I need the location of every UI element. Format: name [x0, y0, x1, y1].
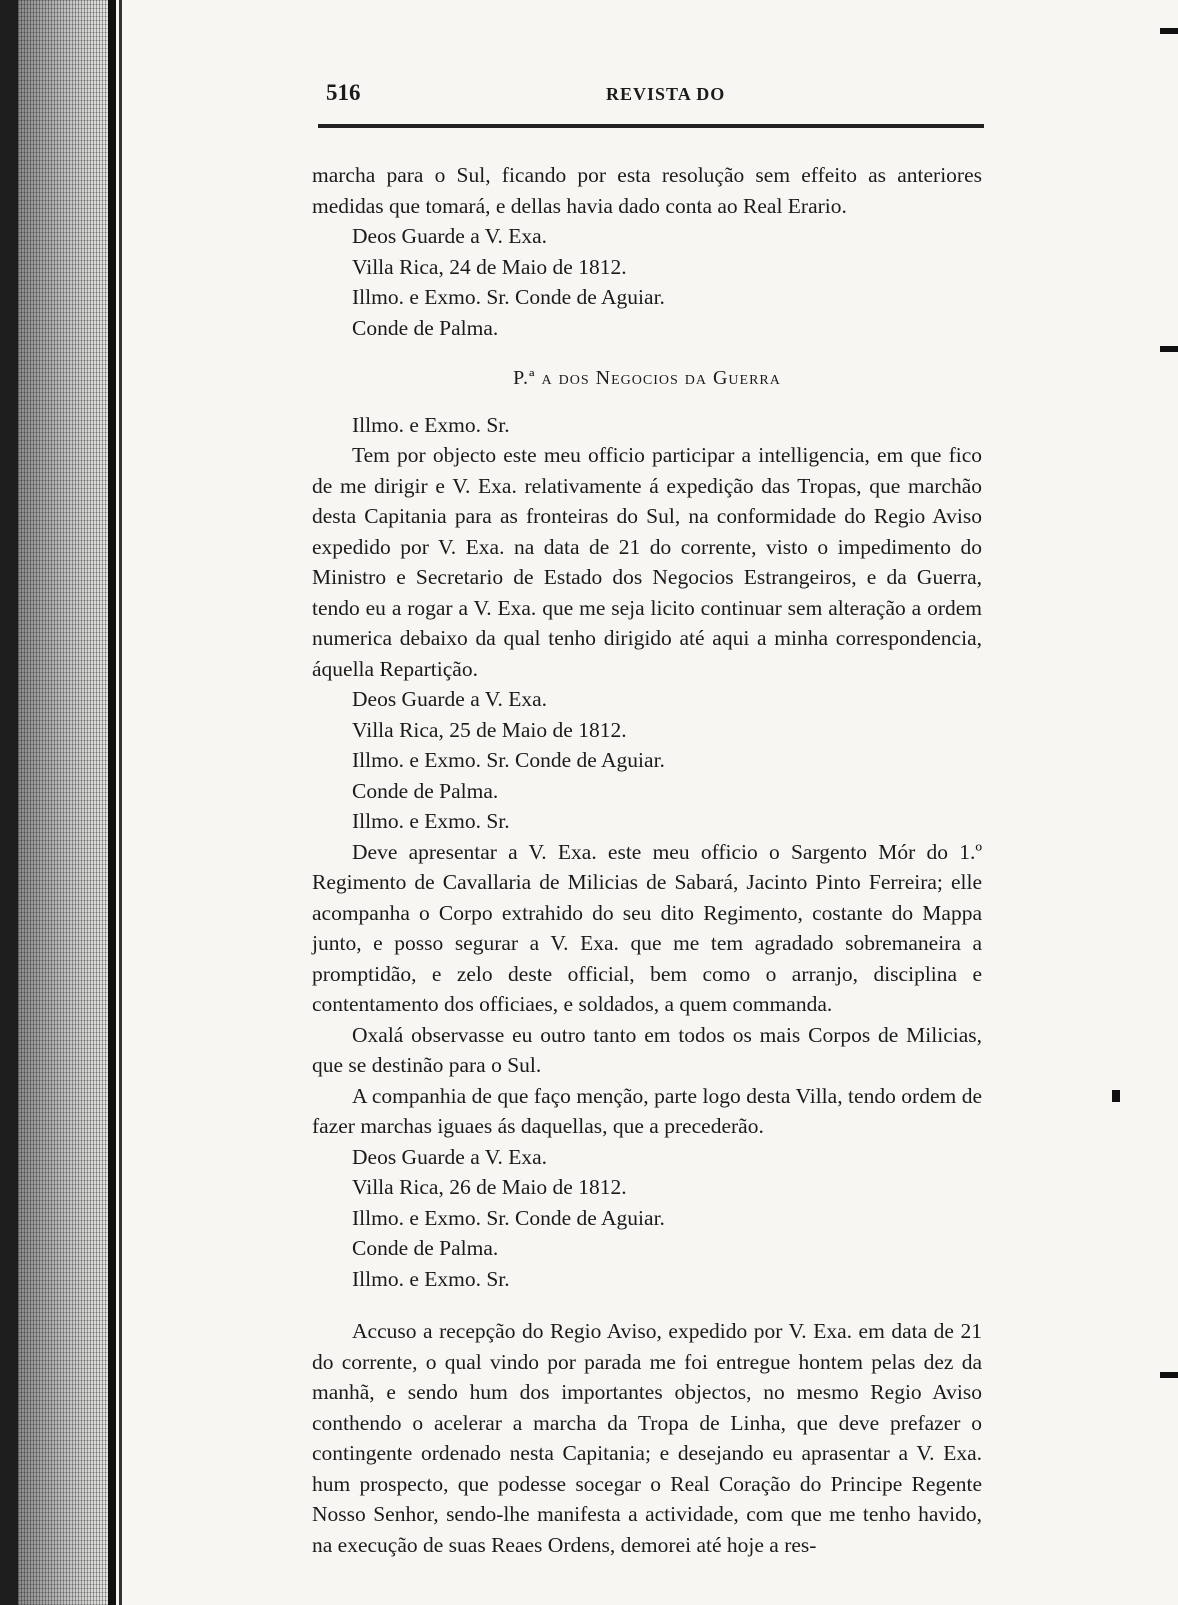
running-title: REVISTA DO: [606, 84, 726, 104]
closing-line: Illmo. e Exmo. Sr.: [352, 1266, 510, 1291]
closing-line: Illmo. e Exmo. Sr. Conde de Aguiar.: [352, 1205, 665, 1230]
closing-line: Illmo. e Exmo. Sr.: [352, 809, 510, 833]
page-number: 516: [326, 80, 361, 105]
paragraph: Accuso a recepção do Regio Aviso, expedido por V. Exa. em data de 21 do corrente, o qual vindo por parada me foi entregue hontem pelas dez da manhã, e sendo hum dos importantes objectos, no mesmo Regio Aviso conthendo o acelerar a marcha da Tropa de Linha, que deve prefazer o contingente ordenado nesta Capitania; e desejando eu aprasentar a V. Exa. hum prospecto, que podesse socegar o Real Coração do Principe Regente Nosso Senhor, sendo-lhe manifesta a actividade, com que me tenho havido, na execução de suas Reaes Ordens, demorei até hoje a res-: [312, 1319, 982, 1557]
document-page: [312, 0, 990, 1605]
closing-line: Villa Rica, 25 de Maio de 1812.: [352, 717, 627, 742]
closing-line: Deos Guarde a V. Exa.: [352, 687, 548, 711]
book-gutter: [18, 0, 110, 1605]
scan-mark: [1160, 1372, 1178, 1378]
closing-line: Conde de Palma.: [352, 778, 499, 803]
block-gap: [312, 1294, 982, 1316]
page-edge-line-secondary: [119, 0, 122, 1605]
paragraph: A companhia de que faço menção, parte logo desta Villa, tendo ordem de fazer marchas iguaes ás daquellas, que a precederão.: [312, 1083, 982, 1138]
section-heading: P.ª a dos Negocios da Guerra: [513, 367, 781, 389]
scan-mark: [1160, 346, 1178, 352]
closing-line: Villa Rica, 26 de Maio de 1812.: [352, 1175, 627, 1199]
closing-line: Deos Guarde a V. Exa.: [352, 224, 548, 248]
page-body: [312, 160, 982, 1560]
closing-line: Villa Rica, 24 de Maio de 1812.: [352, 254, 627, 279]
paragraph: Tem por objecto este meu officio participar a intelligencia, em que fico de me dirigir e V. Exa. relativamente á expedição das Tropas, que marchão desta Capitania para as fronteiras do Sul, na conformidade do Regio Aviso expedido por V. Exa. na data de 21 do corrente, visto o impedimento do Ministro e Secretario de Estado dos Negocios Estrangeiros, e da Guerra, tendo eu a rogar a V. Exa. que me seja licito continuar sem alteração a ordem numerica debaixo da qual tenho dirigido até aqui a minha correspondencia, áquella Repartição.: [312, 443, 982, 681]
paragraph: Oxalá observasse eu outro tanto em todos os mais Corpos de Milicias, que se destinão para o Sul.: [312, 1022, 982, 1077]
closing-line: Conde de Palma.: [352, 1236, 499, 1260]
scan-mark: [1160, 28, 1178, 34]
closing-line: Illmo. e Exmo. Sr. Conde de Aguiar.: [352, 748, 665, 772]
scan-speck: [1112, 1090, 1120, 1102]
closing-line: Illmo. e Exmo. Sr.: [352, 412, 510, 437]
closing-line: Deos Guarde a V. Exa.: [352, 1144, 548, 1169]
book-spine-shadow: [0, 0, 18, 1605]
paragraph: marcha para o Sul, ficando por esta resolução sem effeito as anteriores medidas que tomará, e dellas havia dado conta ao Real Erario.: [312, 163, 982, 218]
closing-line: Conde de Palma.: [352, 315, 499, 340]
running-header: [312, 80, 990, 110]
paragraph: Deve apresentar a V. Exa. este meu officio o Sargento Mór do 1.º Regimento de Cavallaria de Milicias de Sabará, Jacinto Pinto Ferreira; elle acompanha o Corpo extrahido do seu dito Regimento, costante do Mappa junto, e posso segurar a V. Exa. que me tem agradado sobremaneira a promptidão, e zelo deste official, bem como o arranjo, disciplina e contentamento dos officiaes, e soldados, a quem commanda.: [312, 839, 982, 1016]
header-rule: [318, 124, 984, 128]
page-edge-line: [108, 0, 116, 1605]
closing-line: Illmo. e Exmo. Sr. Conde de Aguiar.: [352, 285, 665, 309]
